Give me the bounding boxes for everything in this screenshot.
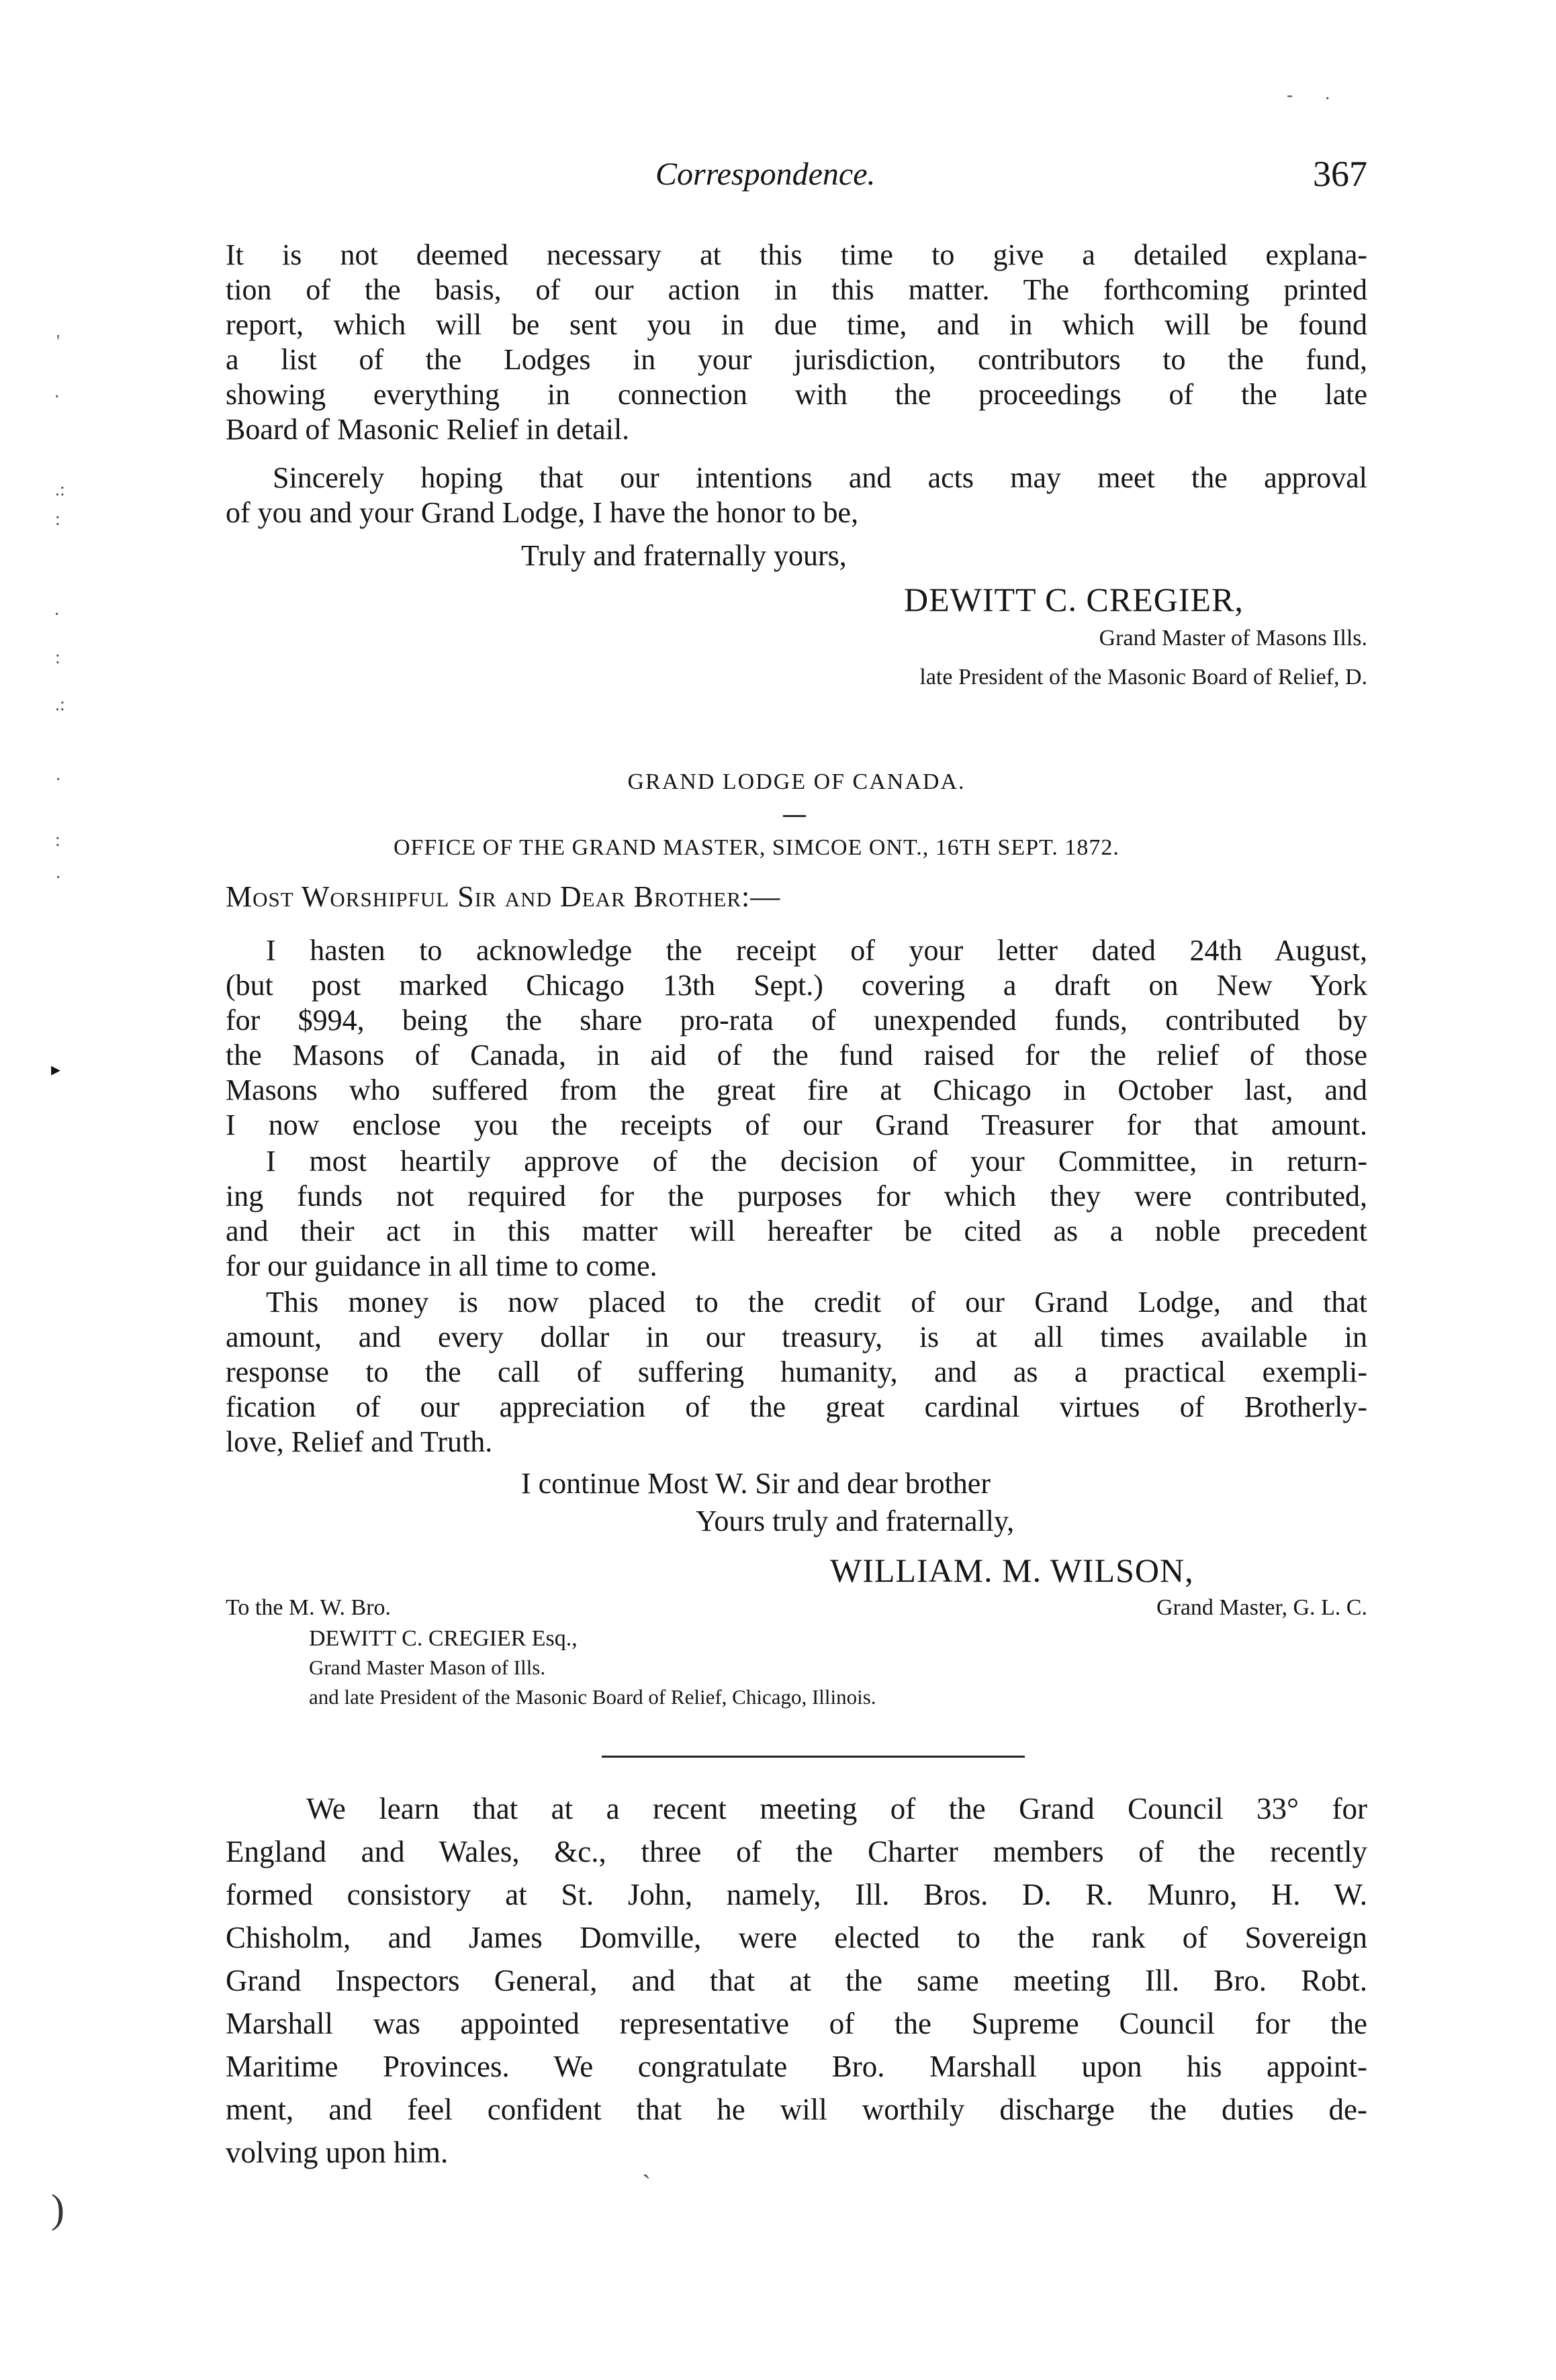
letter1-signature-name: DEWITT C. CREGIER, — [904, 581, 1244, 618]
letter1-p1-line: showing everything in connection with the proceedings of the late — [226, 378, 1367, 411]
letter2-p2-line: for our guidance in all time to come. — [226, 1249, 657, 1282]
letter2-p1-line: (but post marked Chicago 13th Sept.) covering a draft on New York — [226, 969, 1367, 1002]
letter2-p2-line: and their act in this matter will hereafter be cited as a noble precedent — [226, 1215, 1367, 1247]
letter2-p3-line: This money is now placed to the credit of our Grand Lodge, and that — [266, 1286, 1367, 1319]
letter2-p1-line: I now enclose you the receipts of our Grand Treasurer for that amount. — [226, 1108, 1367, 1141]
letter1-p2-line: of you and your Grand Lodge, I have the honor to be, — [226, 496, 859, 529]
letter2-p1-line: the Masons of Canada, in aid of the fund raised for the relief of those — [226, 1039, 1367, 1072]
salutation: Most Worshipful Sir and Dear Brother:— — [226, 880, 781, 913]
letter1-p1-line: Board of Masonic Relief in detail. — [226, 413, 630, 446]
dateline: OFFICE OF THE GRAND MASTER, SIMCOE ONT., 16TH SEPT. 1872. — [394, 835, 1119, 860]
section-heading: GRAND LODGE OF CANADA. — [627, 769, 966, 794]
news-line: Marshall was appointed representative of the Supreme Council for the — [226, 2007, 1367, 2040]
book-page — [226, 0, 1367, 2380]
news-line: formed consistory at St. John, namely, Ill. Bros. D. R. Munro, H. W. — [226, 1878, 1367, 1911]
letter2-p3-line: fication of our appreciation of the great cardinal virtues of Brotherly- — [226, 1390, 1367, 1423]
letter1-signature-title: late President of the Masonic Board of Relief, D. — [919, 665, 1367, 689]
news-line: ment, and feel confident that he will worthily discharge the duties de- — [226, 2093, 1367, 2126]
news-line: We learn that at a recent meeting of the Grand Council 33° for — [306, 1792, 1367, 1825]
letter1-closing: Truly and fraternally yours, — [521, 539, 847, 572]
letter2-closing: I continue Most W. Sir and dear brother — [521, 1467, 991, 1500]
letter2-p3-line: love, Relief and Truth. — [226, 1425, 493, 1458]
letter2-p1-line: Masons who suffered from the great fire at Chicago in October last, and — [226, 1074, 1367, 1106]
addressee-line: and late President of the Masonic Board of Relief, Chicago, Illinois. — [309, 1685, 876, 1709]
running-header-title: Correspondence. — [655, 156, 876, 192]
letter2-p1-line: I hasten to acknowledge the receipt of your letter dated 24th August, — [266, 934, 1367, 967]
letter2-p2-line: I most heartily approve of the decision of your Committee, in return- — [266, 1145, 1367, 1178]
letter1-p1-line: It is not deemed necessary at this time to give a detailed explana- — [226, 238, 1367, 271]
letter2-closing: Yours truly and fraternally, — [696, 1505, 1015, 1537]
addressee-line: Grand Master Mason of Ills. — [309, 1656, 546, 1679]
letter2-p3-line: amount, and every dollar in our treasury, is at all times available in — [226, 1321, 1367, 1353]
news-line: Chisholm, and James Domville, were elected to the rank of Sovereign — [226, 1921, 1367, 1954]
addressee-line: To the M. W. Bro. — [226, 1595, 392, 1620]
news-line: Maritime Provinces. We congratulate Bro. Marshall upon his appoint- — [226, 2050, 1367, 2083]
page: Correspondence. 367 It is not deemed necessary at this time to give a detailed explana- tion of the basis, of our action in this matter. The forthcoming printed report, which will be sent you in due time, and in which will be found a list of the Lodges in your jurisdiction, contributors to the fund, showing everything in connection with the proceedings of the late Board of Masonic Relief in detail. Sincerely hoping that our intentions and acts may meet the approval of you and your Grand Lodge, I have the honor to be, Truly and fraternally yours, DEWITT C. CREGIER, Grand Master of Masons Ills. late President of the Masonic Board of Relief, D. GRAND LODGE OF CANADA. OFFICE OF THE GRAND MASTER, SIMCOE ONT., 16TH SEPT. 1872. Most Worshipful Sir and Dear Brother:— I hasten to acknowledge the receipt of your letter dated 24th August, (but post marked Chicago 13th Sept.) covering a draft on New York for $994, being the share pro-rata of unexpended funds, contributed by the Masons of Canada, in aid of the fund raised for the relief of those Masons who suffered from the great fire at Chicago in October last, and I now enclose you the receipts of our Grand Treasurer for that amount. I most heartily approve of the decision of your Committee, in return- ing funds not required for the purposes for which they were contributed, and their act in this matter will hereafter be cited as a noble precedent for our guidance in all time to come. This money is now placed to the credit of our Grand Lodge, and that amount, and every dollar in our treasury, is at all times available in response to the call of suffering humanity, and as a practical exempli- fication of our appreciation of the great cardinal virtues of Brotherly- love, Relief and Truth. I continue Most W. Sir and dear brother Yours truly and fraternally, WILLIAM. M. WILSON, To the M. W. Bro. Grand Master, G. L. C. DEWITT C. CREGIER Esq., Grand Master Mason of Ills. and late President of the Masonic Board of Relief, Chicago, Illinois. We learn that at a recent meeting of the Grand Council 33° for England and Wales, &c., three of the Charter members of the recently formed consistory at St. John, namely, Ill. Bros. D. R. Munro, H. W. Chisholm, and James Domville, were elected to the rank of Sovereign Grand Inspectors General, and that at the same meeting Ill. Bro. Robt. Marshall was appointed representative of the Supreme Council for the Maritime Provinces. We congratulate Bro. Marshall upon his appoint- ment, and feel confident that he will worthily discharge the duties de- volving upon him. ' · .: : · : .: · : · ▸ ) - · ` — [0, 0, 1556, 2380]
page-number: 367 — [1313, 154, 1367, 194]
letter1-p2-line: Sincerely hoping that our intentions and acts may meet the approval — [273, 461, 1367, 494]
letter2-signature-title: Grand Master, G. L. C. — [1156, 1595, 1367, 1620]
letter2-p3-line: response to the call of suffering humanity, and as a practical exempli- — [226, 1355, 1367, 1388]
news-line: England and Wales, &c., three of the Charter members of the recently — [226, 1835, 1367, 1868]
news-line: volving upon him. — [226, 2136, 449, 2169]
news-line: Grand Inspectors General, and that at the same meeting Ill. Bro. Robt. — [226, 1964, 1367, 1997]
heading-dash — [783, 815, 806, 817]
section-divider — [602, 1756, 1025, 1758]
letter1-signature-title: Grand Master of Masons Ills. — [1099, 626, 1367, 651]
letter2-p1-line: for $994, being the share pro-rata of unexpended funds, contributed by — [226, 1004, 1367, 1037]
letter1-p1-line: a list of the Lodges in your jurisdiction, contributors to the fund, — [226, 343, 1367, 376]
letter1-p1-line: tion of the basis, of our action in this matter. The forthcoming printed — [226, 273, 1367, 306]
letter1-p1-line: report, which will be sent you in due time, and in which will be found — [226, 308, 1367, 341]
addressee-line: DEWITT C. CREGIER Esq., — [309, 1626, 578, 1651]
letter2-signature-name: WILLIAM. M. WILSON, — [830, 1552, 1194, 1589]
letter2-p2-line: ing funds not required for the purposes for which they were contributed, — [226, 1180, 1367, 1212]
